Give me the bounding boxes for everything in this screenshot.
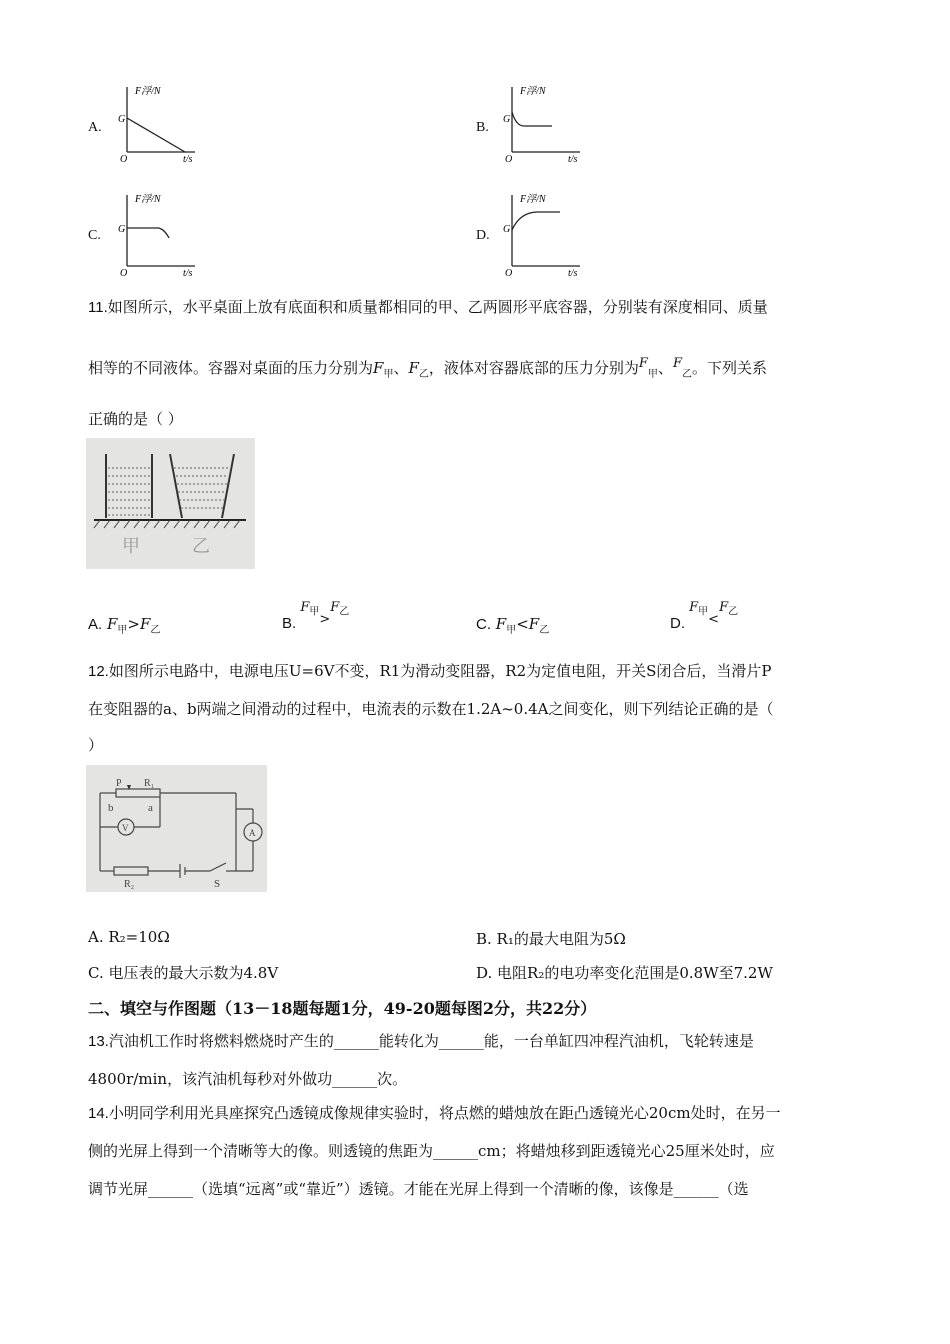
graph-b-xlabel: t/s (568, 154, 578, 165)
graph-c-xlabel: t/s (183, 268, 193, 278)
graph-b (500, 82, 600, 167)
circuit-ammeter: A (249, 828, 256, 838)
circuit-r2: R₂ (124, 879, 135, 890)
q12-option-c[interactable]: C. 电压表的最大示数为4.8V (88, 964, 279, 982)
graph-b-origin: O (505, 154, 513, 165)
q11-option-a[interactable]: A. $F_甲>F_乙$ (88, 615, 161, 636)
circuit-voltmeter: V (122, 823, 129, 833)
fig-label-yi: 乙 (192, 536, 210, 556)
circuit-s: S (214, 878, 221, 890)
q11-line3: 正确的是（ ） (88, 410, 183, 428)
containers-figure (86, 438, 255, 569)
graph-d-xlabel: t/s (568, 268, 578, 278)
graph-a-xlabel: t/s (183, 154, 193, 165)
q12-option-a[interactable]: A. R₂=10Ω (88, 928, 170, 946)
graph-b-g: G (503, 114, 511, 125)
option-a-label: A. (88, 120, 102, 135)
fig-label-jia: 甲 (122, 536, 140, 556)
graph-a-ylabel: F浮/N (135, 86, 161, 97)
graph-a (115, 82, 215, 167)
graph-c (115, 190, 215, 278)
graph-c-g: G (118, 224, 126, 235)
circuit-b: b (108, 802, 114, 814)
option-b-label: B. (476, 120, 489, 135)
q12-option-d[interactable]: D. 电阻R₂的电功率变化范围是0.8W至7.2W (476, 964, 773, 982)
graph-d (500, 190, 600, 278)
q11-option-c[interactable]: C. $F_甲<F_乙$ (476, 615, 550, 636)
graph-d-g: G (503, 224, 511, 235)
section-2-heading: 二、填空与作图题（13－18题每题1分，49-20题每图2分，共22分） (88, 999, 597, 1018)
graph-c-origin: O (120, 268, 128, 278)
graph-d-origin: O (505, 268, 513, 278)
q14-line1: 14.小明同学利用光具座探究凸透镜成像规律实验时，将点燃的蜡烛放在距凸透镜光心20cm处时，在另一 (88, 1104, 781, 1122)
q11-option-b[interactable]: B. $F_甲>F_乙$ (282, 600, 350, 632)
circuit-p: P (116, 778, 122, 789)
q14-line3: 调节光屏______（选填“远离”或“靠近”）透镜。才能在光屏上得到一个清晰的像，该像是______（选 (88, 1180, 749, 1198)
q12-line2: 在变阻器的a、b两端之间滑动的过程中，电流表的示数在1.2A~0.4A之间变化，则下列结论正确的是（ (88, 700, 774, 718)
q11-line2: 相等的不同液体。容器对桌面的压力分别为$F_甲$、$F_乙$，液体对容器底部的压力分别为$F_甲$、$F_乙$。下列关系 (88, 356, 767, 380)
circuit-a: a (148, 802, 153, 814)
option-c-label: C. (88, 228, 101, 243)
q14-line2: 侧的光屏上得到一个清晰等大的像。则透镜的焦距为______cm；将蜡烛移到距透镜光心25厘米处时，应 (88, 1142, 775, 1160)
q11-option-d[interactable]: D. $F_甲<F_乙$ (670, 600, 739, 632)
q13-line2: 4800r/min，该汽油机每秒对外做功______次。 (88, 1070, 408, 1088)
option-d-label: D. (476, 228, 490, 243)
graph-a-g: G (118, 114, 126, 125)
circuit-r1: R₁ (144, 778, 155, 789)
circuit-figure (86, 765, 267, 892)
q13-line1: 13.汽油机工作时将燃料燃烧时产生的______能转化为______能，一台单缸四冲程汽油机，飞轮转速是 (88, 1032, 754, 1050)
q12-line1: 12.如图所示电路中，电源电压U=6V不变，R1为滑动变阻器，R2为定值电阻，开关S闭合后，当滑片P (88, 662, 772, 680)
graph-d-ylabel: F浮/N (520, 194, 546, 205)
graph-a-origin: O (120, 154, 128, 165)
q12-line3: ） (88, 736, 104, 754)
q11-line1: 11.如图所示，水平桌面上放有底面积和质量都相同的甲、乙两圆形平底容器，分别装有深度相同、质量 (88, 298, 768, 316)
q12-option-b[interactable]: B. R₁的最大电阻为5Ω (476, 930, 626, 948)
graph-c-ylabel: F浮/N (135, 194, 161, 205)
graph-b-ylabel: F浮/N (520, 86, 546, 97)
